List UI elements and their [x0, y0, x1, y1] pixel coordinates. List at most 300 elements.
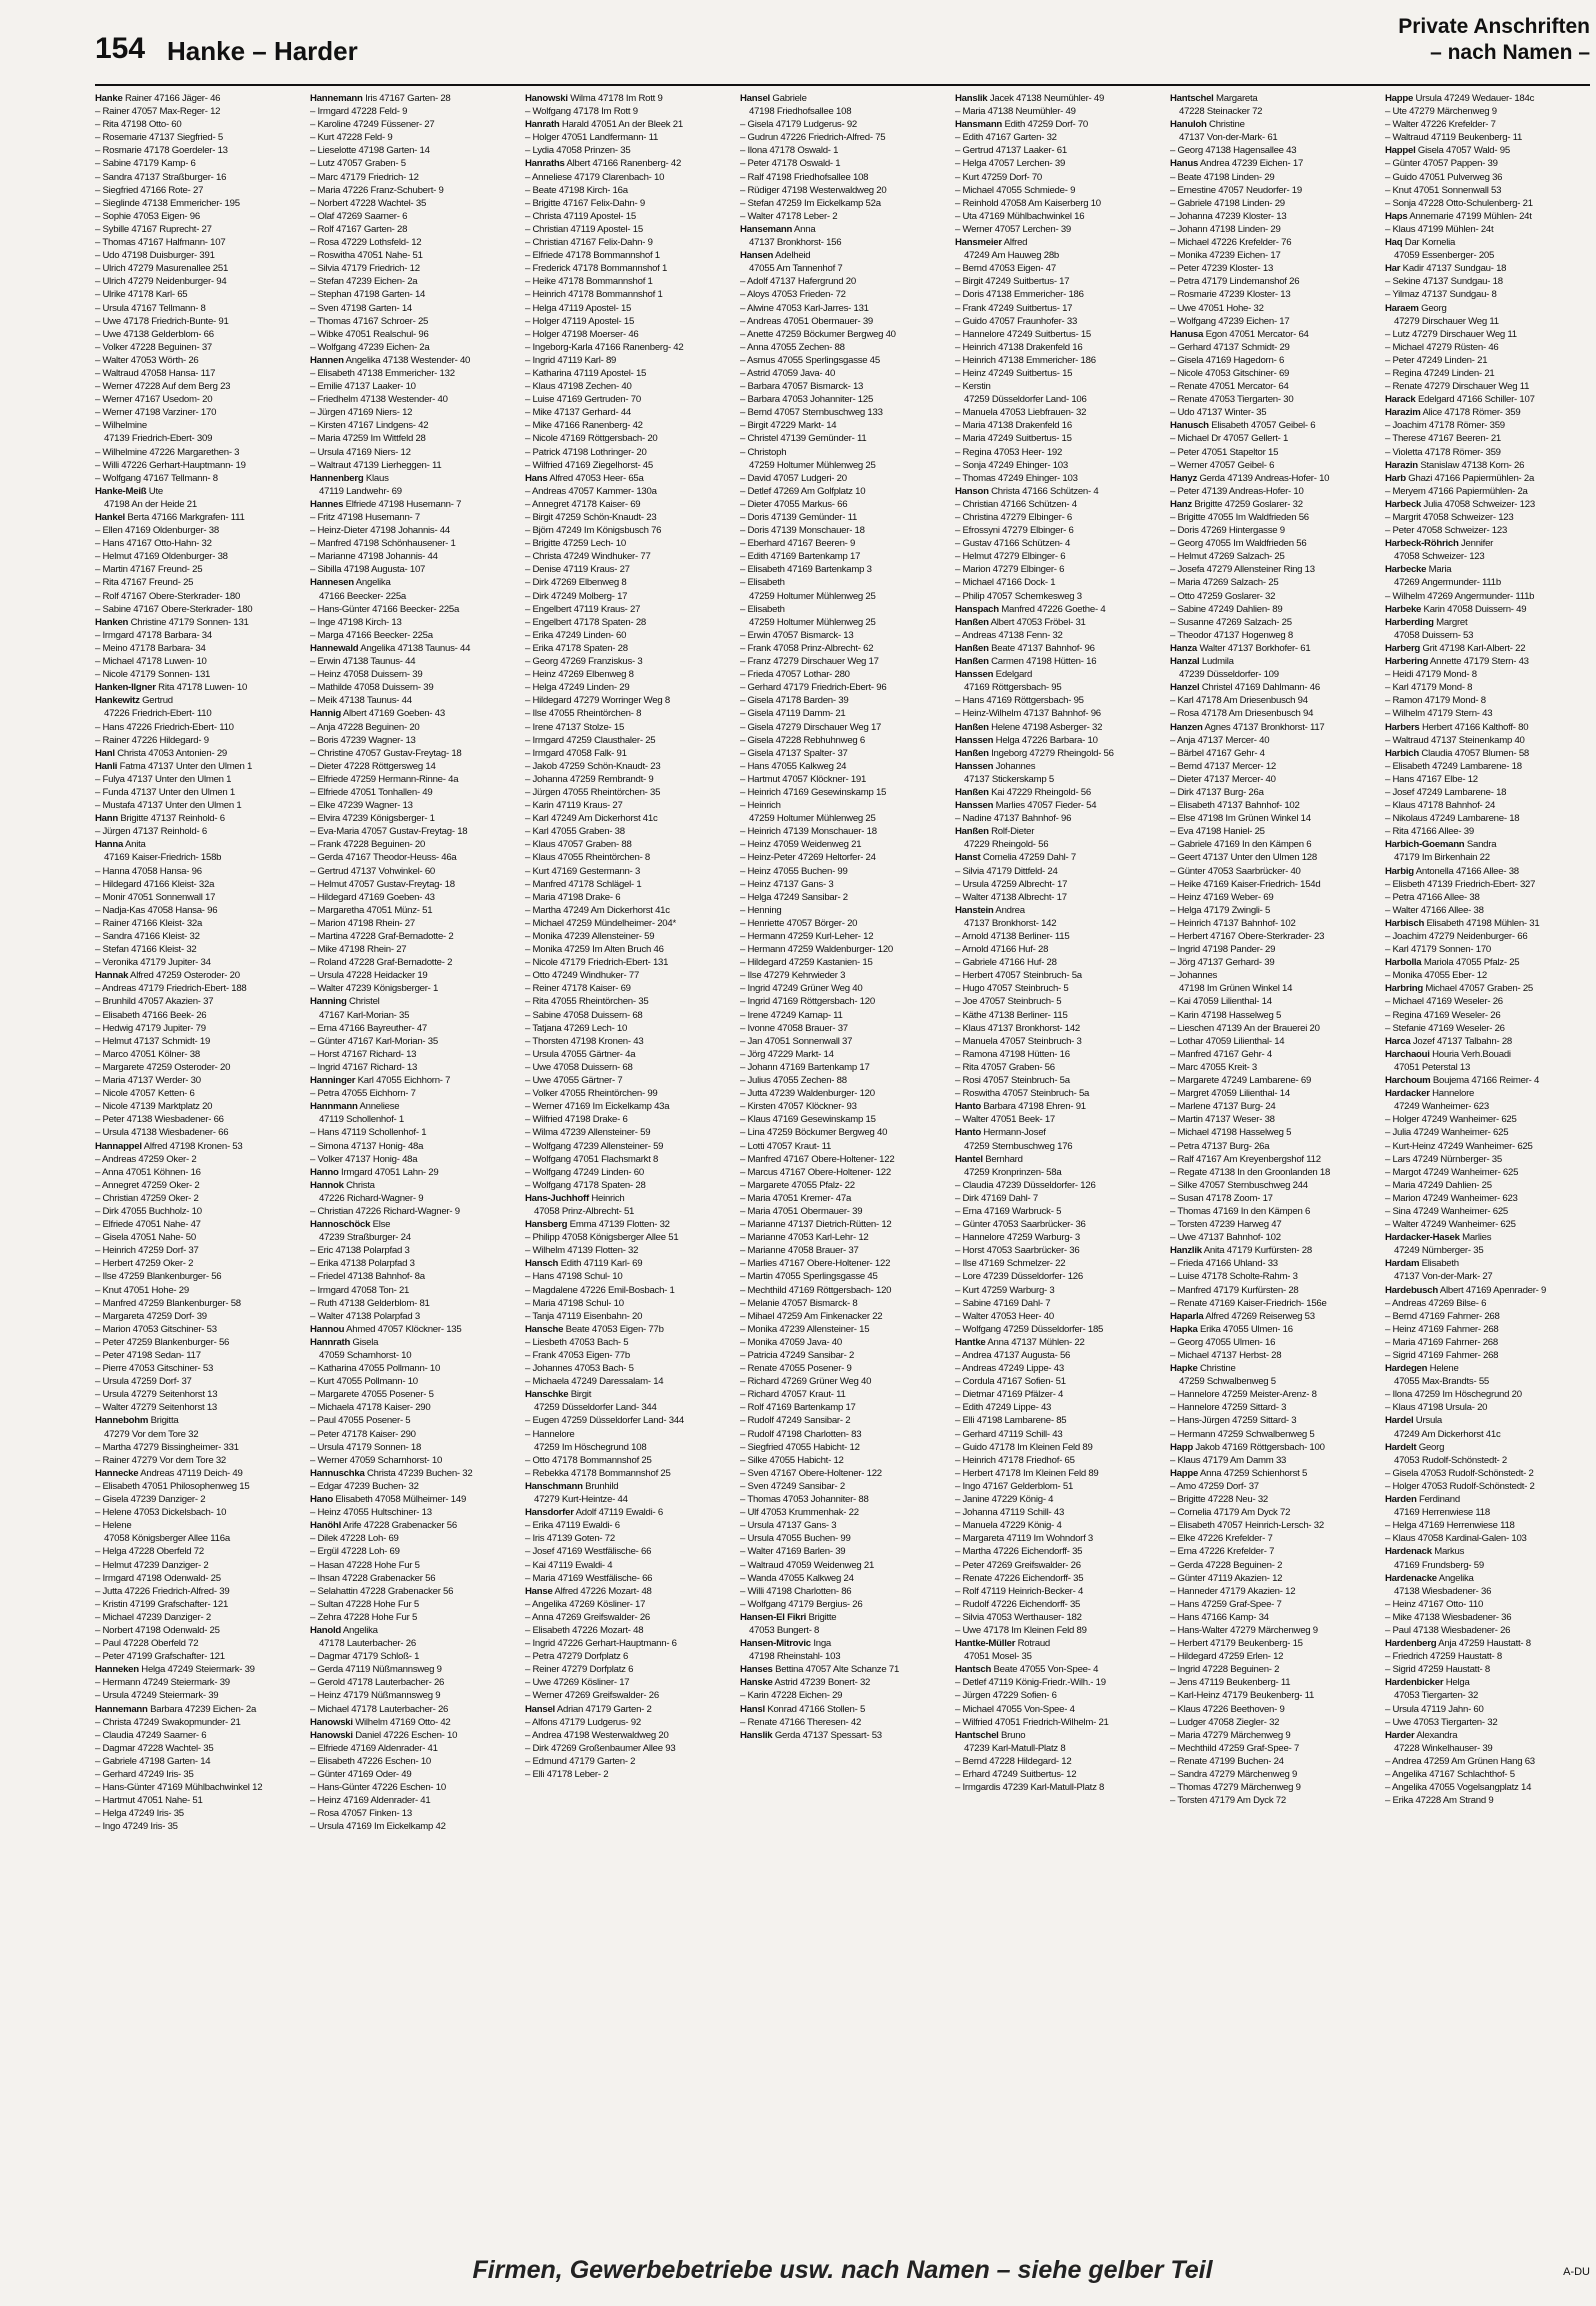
entry-details: – Hans 47226 Friedrich-Ebert- 110 [95, 721, 234, 733]
entry-details: – Doris 47139 Gemünder- 11 [740, 512, 858, 523]
entry-details: – Ursula 47228 Heidacker 19 [310, 970, 428, 982]
entry-details: – Andrea 47198 Westerwaldweg 20 [525, 1729, 669, 1741]
entry-details: – Karin 47228 Eichen- 29 [740, 1690, 843, 1702]
entry-details: – Guido 47057 Fraunhofer- 33 [955, 315, 1078, 327]
entry-details: – Walter 47239 Königsberger- 1 [310, 983, 439, 995]
entry-details: – Anette 47259 Böckumer Bergweg 40 [740, 328, 896, 340]
directory-entry [1385, 1545, 1590, 1558]
directory-entry [310, 865, 515, 878]
directory-entry [525, 1022, 730, 1035]
entry-details: – Wolfgang 47239 Allensteiner- 59 [525, 1140, 664, 1152]
directory-entry [955, 734, 1160, 747]
directory-entry [310, 472, 515, 485]
entry-surname: Harbecke [1385, 564, 1427, 576]
entry-details: – Heinz 47059 Weidenweg 21 [740, 839, 862, 851]
entry-details: – Jürgen 47137 Reinhold- 6 [95, 826, 207, 838]
directory-entry [95, 681, 300, 694]
entry-details: – Beate 47198 Linden- 29 [1170, 171, 1275, 183]
entry-details: Gerda 47137 Spessart- 53 [774, 1729, 882, 1741]
directory-entry [525, 262, 730, 275]
directory-entry [740, 1519, 945, 1532]
directory-entry [955, 223, 1160, 236]
entry-details: – Mechthild 47259 Graf-Spee- 7 [1170, 1742, 1300, 1754]
entry-details: – Gisela 47179 Ludgerus- 92 [740, 119, 857, 131]
entry-surname: Haraem [1385, 302, 1419, 314]
directory-entry [1385, 747, 1590, 760]
directory-entry [1170, 1637, 1375, 1650]
directory-entry [310, 1781, 515, 1794]
directory-entry [95, 1506, 300, 1519]
entry-details: – Gabriele 47169 In den Kämpen 6 [1170, 839, 1312, 851]
directory-entry [955, 511, 1160, 524]
entry-details: – Wilhelm 47179 Stern- 43 [1385, 708, 1493, 720]
entry-details: – Renate 47169 Kaiser-Friedrich- 156e [1170, 1297, 1327, 1309]
directory-entry [525, 1375, 730, 1388]
entry-details: Berta 47166 Markgrafen- 111 [127, 512, 245, 523]
entry-details: – Ivonne 47058 Brauer- 37 [740, 1022, 848, 1034]
entry-details: – Marianne 47137 Dietrich-Rütten- 12 [740, 1219, 892, 1231]
entry-surname: Hanstein [955, 904, 994, 916]
directory-entry [95, 1428, 300, 1441]
entry-details: – Gisela 47279 Dirschauer Weg 17 [740, 721, 882, 733]
entry-details: – Gerhard 47249 Iris- 35 [95, 1769, 194, 1780]
directory-entry [955, 1716, 1160, 1729]
entry-details: – Jutta 47239 Waldenburger- 120 [740, 1088, 875, 1100]
directory-entry [310, 1559, 515, 1572]
entry-details: – Mike 47166 Ranenberg- 42 [525, 420, 643, 432]
directory-entry [310, 668, 515, 681]
directory-entry [740, 1414, 945, 1427]
entry-surname: Hanold [310, 1624, 342, 1636]
directory-entry [1170, 223, 1375, 236]
entry-details: – Horst 47053 Saarbrücker- 36 [955, 1245, 1080, 1257]
directory-entry [1170, 1166, 1375, 1179]
directory-entry [310, 1663, 515, 1676]
directory-entry [95, 629, 300, 642]
directory-entry [955, 472, 1160, 485]
entry-details: – Elisabeth 47137 Bahnhof- 102 [1170, 800, 1300, 812]
entry-details: 47169 Frundsberg- 59 [1394, 1559, 1484, 1571]
entry-details: – Tanja 47119 Eisenbahn- 20 [525, 1310, 643, 1322]
entry-surname: Hanse [525, 1585, 553, 1597]
entry-details: Brunhild [585, 1480, 619, 1492]
entry-details: – Hans-Walter 47279 Märchenweg 9 [1170, 1624, 1318, 1636]
entry-details: – Kurt 47055 Pollmann- 10 [310, 1376, 418, 1388]
entry-details: – Monika 47055 Eber- 12 [1385, 970, 1487, 982]
entry-details: – Werner 47169 Im Eickelkamp 43a [525, 1101, 670, 1113]
directory-entry [955, 1009, 1160, 1022]
directory-entry [525, 1768, 730, 1781]
directory-entry [95, 917, 300, 930]
entry-details: – Wilfried 47169 Ziegelhorst- 45 [525, 459, 653, 471]
directory-entry [310, 576, 515, 589]
entry-details: – Marc 47055 Kreit- 3 [1170, 1061, 1258, 1073]
entry-details: Egon 47051 Mercator- 64 [1205, 328, 1309, 340]
directory-entry [1170, 1192, 1375, 1205]
entry-details: 47249 Am Hauweg 28b [964, 250, 1059, 262]
directory-entry [310, 1388, 515, 1401]
entry-details: – Luise 47178 Scholte-Rahm- 3 [1170, 1271, 1298, 1283]
entry-details: 47053 Rudolf-Schönstedt- 2 [1394, 1454, 1507, 1466]
entry-details: – Heinrich 47259 Dorf- 37 [95, 1245, 199, 1257]
directory-entry [1385, 694, 1590, 707]
entry-details: – Christa 47249 Swakopmunder- 21 [95, 1716, 241, 1728]
directory-entry [310, 603, 515, 616]
directory-entry [1170, 1598, 1375, 1611]
entry-details: – Ergül 47228 Loh- 69 [310, 1546, 400, 1558]
directory-entry [1170, 1035, 1375, 1048]
entry-details: Christa 47239 Buchen- 32 [366, 1467, 473, 1479]
directory-entry [955, 1087, 1160, 1100]
entry-surname: Hannebohm [95, 1415, 149, 1427]
directory-entry [1385, 629, 1590, 642]
column-4 [740, 92, 945, 2222]
entry-details: – Bernd 47228 Hildegard- 12 [955, 1755, 1072, 1767]
entry-details: – Elisabeth 47051 Philosophenweg 15 [95, 1480, 250, 1492]
entry-details: – Rosmarie 47178 Goerdeler- 13 [95, 145, 228, 157]
entry-details: Houria Verh.Bouadi [1432, 1048, 1511, 1060]
entry-details: – Uwe 47178 Friedrich-Bunte- 91 [95, 315, 229, 327]
entry-details: – Klaus 47198 Zechen- 40 [525, 381, 632, 393]
entry-details: – Heinz-Peter 47269 Heltorfer- 24 [740, 852, 876, 864]
directory-entry [1385, 1244, 1590, 1257]
entry-details: – Peter 47239 Kloster- 13 [1170, 263, 1274, 275]
directory-entry [95, 642, 300, 655]
entry-details: – Helmut 47057 Gustav-Freytag- 18 [310, 878, 455, 890]
directory-entry [1385, 157, 1590, 170]
directory-entry [955, 904, 1160, 917]
directory-entry [1170, 1336, 1375, 1349]
directory-entry [1385, 1676, 1590, 1689]
directory-entry [310, 1310, 515, 1323]
entry-details: – Engelbert 47178 Spaten- 28 [525, 616, 647, 628]
entry-details: – Jakob 47259 Schön-Knaudt- 23 [525, 760, 661, 772]
entry-details: – Guido 47051 Pulverweg 36 [1385, 171, 1503, 183]
entry-details: – Ilse 47259 Blankenburger- 56 [95, 1271, 222, 1283]
directory-entry [1385, 799, 1590, 812]
directory-entry [525, 118, 730, 131]
directory-entry [525, 1388, 730, 1401]
entry-surname: Hanninger [310, 1075, 356, 1087]
directory-entry [525, 524, 730, 537]
directory-entry [1170, 786, 1375, 799]
entry-details: – Geert 47137 Unter den Ulmen 128 [1170, 852, 1317, 864]
entry-details: – Volker 47137 Honig- 48a [310, 1153, 418, 1165]
directory-entry [95, 734, 300, 747]
entry-details: 47259 Holtumer Mühlenweg 25 [749, 590, 876, 602]
entry-details: – Wilhelmine 47226 Margarethen- 3 [95, 446, 240, 458]
entry-details: – Willi 47226 Gerhart-Hauptmann- 19 [95, 459, 246, 471]
directory-entry [310, 1126, 515, 1139]
entry-surname: Hapka [1170, 1323, 1198, 1335]
entry-details: – Manfred 47167 Obere-Holtener- 122 [740, 1153, 895, 1165]
directory-entry [95, 1467, 300, 1480]
entry-details: 47058 Schweizer- 123 [1394, 551, 1485, 563]
entry-details: – Hannelore 47259 Meister-Arenz- 8 [1170, 1389, 1317, 1401]
entry-details: – Gisela 47137 Spalter- 37 [740, 747, 848, 759]
entry-details: – Heidi 47179 Mond- 8 [1385, 669, 1477, 681]
entry-surname: Hanken [95, 616, 129, 628]
directory-entry [310, 524, 515, 537]
entry-details: – Jan 47051 Sonnenwall 37 [740, 1035, 853, 1047]
entry-details: Antonella 47166 Allee- 38 [1415, 865, 1519, 877]
entry-details: – Silvia 47179 Friedrich- 12 [310, 263, 420, 275]
directory-entry [310, 1297, 515, 1310]
directory-entry [740, 1166, 945, 1179]
directory-entry [525, 930, 730, 943]
directory-entry [525, 275, 730, 288]
directory-entry [955, 144, 1160, 157]
entry-surname: Hardam [1385, 1258, 1420, 1270]
entry-details: – Alfons 47179 Ludgerus- 92 [525, 1716, 641, 1728]
directory-entry [1385, 537, 1590, 550]
directory-entry [955, 1048, 1160, 1061]
directory-entry [740, 1401, 945, 1414]
directory-entry [95, 1676, 300, 1689]
directory-entry [1385, 1284, 1590, 1297]
directory-entry [1385, 969, 1590, 982]
entry-details: 47137 Von-der-Mark- 61 [1179, 132, 1278, 144]
entry-details: – Anna 47055 Zechen- 88 [740, 341, 845, 353]
directory-entry [740, 995, 945, 1008]
directory-entry [525, 891, 730, 904]
entry-details: – Wolfgang 47239 Eichen- 17 [1170, 315, 1290, 327]
directory-entry [310, 1742, 515, 1755]
directory-entry [955, 943, 1160, 956]
directory-entry [310, 1113, 515, 1126]
directory-entry [95, 1414, 300, 1427]
directory-entry [525, 393, 730, 406]
directory-entry [1170, 1349, 1375, 1362]
entry-details: – Heinz 47058 Duissern- 39 [310, 669, 423, 681]
directory-entry [95, 1179, 300, 1192]
directory-entry [1385, 1100, 1590, 1113]
directory-entry [1170, 1244, 1375, 1257]
directory-entry [955, 1441, 1160, 1454]
directory-entry [95, 406, 300, 419]
directory-entry [95, 1218, 300, 1231]
directory-entry [95, 1663, 300, 1676]
entry-details: – Heinz 47169 Fahrner- 268 [1385, 1323, 1499, 1335]
entry-surname: Hardenack [1385, 1546, 1432, 1558]
entry-details: Annette 47179 Stern- 43 [1429, 656, 1529, 668]
directory-entry [525, 799, 730, 812]
directory-entry [525, 511, 730, 524]
entry-details: – Marion 47249 Wanheimer- 623 [1385, 1192, 1518, 1204]
entry-details: – Monika 47059 Java- 40 [740, 1336, 842, 1348]
entry-details: 47249 Wanheimer- 623 [1394, 1101, 1489, 1113]
directory-entry [1170, 406, 1375, 419]
directory-entry [1170, 590, 1375, 603]
entry-details: Brigitte 47137 Reinhold- 6 [120, 813, 225, 825]
entry-details: – Sabine 47249 Dahlien- 89 [1170, 603, 1283, 615]
directory-entry [1170, 1545, 1375, 1558]
directory-entry [310, 380, 515, 393]
footer-note: Firmen, Gewerbebetriebe usw. nach Namen – siehe gelber Teil [472, 2256, 1213, 2284]
directory-entry [1385, 786, 1590, 799]
entry-details: – Rudolf 47198 Charlotten- 83 [740, 1428, 862, 1440]
entry-details: – Sigrid 47169 Fahrner- 268 [1385, 1350, 1499, 1361]
directory-entry [955, 1140, 1160, 1153]
entry-surname: Har [1385, 263, 1401, 275]
entry-details: Hannelore [1432, 1088, 1475, 1100]
entry-surname: Hanke-Meiß [95, 485, 147, 497]
directory-entry [95, 1231, 300, 1244]
directory-entry [95, 1166, 300, 1179]
entry-details: – Sandra 47166 Kleist- 32 [95, 931, 200, 942]
entry-details: – Regina 47169 Weseler- 26 [1385, 1009, 1501, 1021]
directory-entry [1385, 1297, 1590, 1310]
entry-details: – Walter 47138 Polarpfad 3 [310, 1310, 420, 1322]
directory-entry [1170, 1519, 1375, 1532]
entry-details: 47169 Kaiser-Friedrich- 158b [104, 852, 222, 864]
entry-details: – Karin 47119 Kraus- 27 [525, 800, 623, 812]
entry-surname: Hansen-Mitrovic [740, 1638, 811, 1650]
entry-surname: Harazin [1385, 459, 1418, 471]
entry-details: – Rosi 47057 Steinbruch- 5a [955, 1075, 1070, 1087]
entry-details: – Marion 47053 Gitschiner- 53 [95, 1323, 217, 1335]
entry-surname: Hantschel [955, 1729, 999, 1741]
directory-entry [1385, 1755, 1590, 1768]
entry-details: – Irmgard 47178 Barbara- 34 [95, 629, 212, 641]
entry-details: – Ingrid 47249 Grüner Weg 40 [740, 983, 863, 995]
directory-entry [1385, 550, 1590, 563]
directory-entry [95, 498, 300, 511]
directory-entry [310, 1375, 515, 1388]
entry-details: – Helmut 47279 Elbinger- 6 [955, 551, 1066, 563]
entry-details: – Heinz 47249 Suitbertus- 15 [955, 367, 1073, 379]
directory-entry [310, 1454, 515, 1467]
entry-details: – Monika 47239 Eichen- 17 [1170, 250, 1281, 262]
directory-entry [1170, 603, 1375, 616]
directory-entry [95, 1362, 300, 1375]
entry-surname: Hanst [955, 852, 981, 864]
entry-details: – Jörg 47229 Markt- 14 [740, 1048, 834, 1060]
directory-entry [525, 537, 730, 550]
directory-entry [310, 118, 515, 131]
directory-entry [1385, 1388, 1590, 1401]
directory-entry [740, 341, 945, 354]
directory-entry [1170, 1493, 1375, 1506]
entry-details: – Pierre 47053 Gitschiner- 53 [95, 1363, 214, 1375]
directory-entry [310, 498, 515, 511]
directory-entry [740, 707, 945, 720]
directory-entry [740, 1048, 945, 1061]
directory-entry [955, 982, 1160, 995]
entry-details: Brigitte [808, 1611, 837, 1623]
entry-details: – Peter 47269 Greifswalder- 26 [955, 1559, 1081, 1571]
entry-details: – Theodor 47137 Hogenweg 8 [1170, 629, 1293, 641]
entry-details: – Uwe 47178 Im Kleinen Feld 89 [955, 1624, 1087, 1636]
entry-surname: Hanusch [1170, 420, 1209, 432]
directory-entry [955, 446, 1160, 459]
entry-details: – Elfriede 47259 Hermann-Rinne- 4a [310, 773, 459, 785]
entry-details: – Hildegard 47279 Worringer Weg 8 [525, 695, 670, 707]
entry-details: – Meryem 47166 Papiermühlen- 2a [1385, 485, 1528, 497]
entry-details: – Marianne 47198 Johannis- 44 [310, 551, 438, 563]
entry-surname: Hannesen [310, 577, 354, 589]
directory-entry [95, 1074, 300, 1087]
directory-entry [310, 825, 515, 838]
directory-entry [310, 943, 515, 956]
entry-details: – Liesbeth 47053 Bach- 5 [525, 1336, 629, 1348]
directory-entry [1170, 262, 1375, 275]
entry-details: – Maria 47138 Neumühler- 49 [955, 106, 1076, 118]
entry-details: Rolf-Dieter [991, 826, 1035, 838]
directory-entry [1385, 498, 1590, 511]
directory-entry [740, 184, 945, 197]
directory-entry [525, 1572, 730, 1585]
directory-entry [1385, 223, 1590, 236]
entry-details: – Ramona 47198 Hütten- 16 [955, 1048, 1070, 1060]
entry-details: Arife 47228 Grabenacker 56 [342, 1520, 457, 1532]
directory-entry [525, 1310, 730, 1323]
directory-entry [95, 380, 300, 393]
entry-details: – Michael 47178 Luwen- 10 [95, 656, 207, 668]
directory-entry [740, 1087, 945, 1100]
directory-entry [310, 629, 515, 642]
directory-entry [1385, 891, 1590, 904]
directory-entry [525, 171, 730, 184]
entry-details: – Uwe 47051 Hohe- 32 [1170, 302, 1264, 314]
entry-details: – Thomas 47169 In den Kämpen 6 [1170, 1205, 1311, 1217]
directory-entry [1170, 485, 1375, 498]
directory-entry [525, 812, 730, 825]
entry-details: – Gerda 47228 Beguinen- 2 [1170, 1559, 1283, 1571]
entry-details: – Kai 47059 Lilienthal- 14 [1170, 996, 1272, 1008]
directory-entry [310, 1048, 515, 1061]
entry-details: Rainer 47166 Jäger- 46 [124, 93, 221, 104]
entry-details: – Ellen 47169 Oldenburger- 38 [95, 525, 219, 537]
directory-entry [310, 734, 515, 747]
entry-details: – Martin 47167 Freund- 25 [95, 564, 203, 576]
entry-details: Adrian 47179 Garten- 2 [556, 1703, 652, 1715]
entry-details: – Ruth 47138 Gelderblom- 81 [310, 1297, 430, 1309]
entry-details: – Maria 47249 Suitbertus- 15 [955, 433, 1072, 445]
entry-details: – Elisabeth 47057 Heinrich-Lersch- 32 [1170, 1520, 1324, 1532]
entry-details: – Doris 47269 Hintergasse 9 [1170, 525, 1285, 537]
page-header [95, 14, 1590, 74]
entry-details: Helene [1429, 1363, 1459, 1375]
entry-surname: Harchaoui [1385, 1048, 1430, 1060]
directory-entry [95, 1336, 300, 1349]
entry-details: Christa [346, 1179, 375, 1191]
directory-entry [525, 406, 730, 419]
directory-entry [95, 1270, 300, 1283]
entry-details: – Nicole 47179 Friedrich-Ebert- 131 [525, 957, 669, 969]
directory-entry [1385, 288, 1590, 301]
directory-entry [1385, 131, 1590, 144]
directory-entry [955, 681, 1160, 694]
entry-details: – Irmgard 47228 Feld- 9 [310, 106, 408, 118]
directory-entry [525, 576, 730, 589]
entry-details: – Erna 47169 Warbruck- 5 [955, 1205, 1062, 1217]
directory-entry [740, 328, 945, 341]
directory-entry [310, 786, 515, 799]
directory-entry [740, 668, 945, 681]
directory-entry [525, 851, 730, 864]
directory-entry [525, 144, 730, 157]
entry-surname: Harbering [1385, 656, 1429, 668]
directory-entry [1170, 1506, 1375, 1519]
entry-details: 47249 Am Dickerhorst 41c [1394, 1428, 1501, 1440]
entry-details: – Ingrid 47169 Röttgersbach- 120 [740, 996, 875, 1008]
directory-entry [1170, 904, 1375, 917]
entry-surname: Hanza [1170, 642, 1198, 654]
directory-entry [1170, 747, 1375, 760]
directory-entry [955, 288, 1160, 301]
directory-entry [310, 812, 515, 825]
